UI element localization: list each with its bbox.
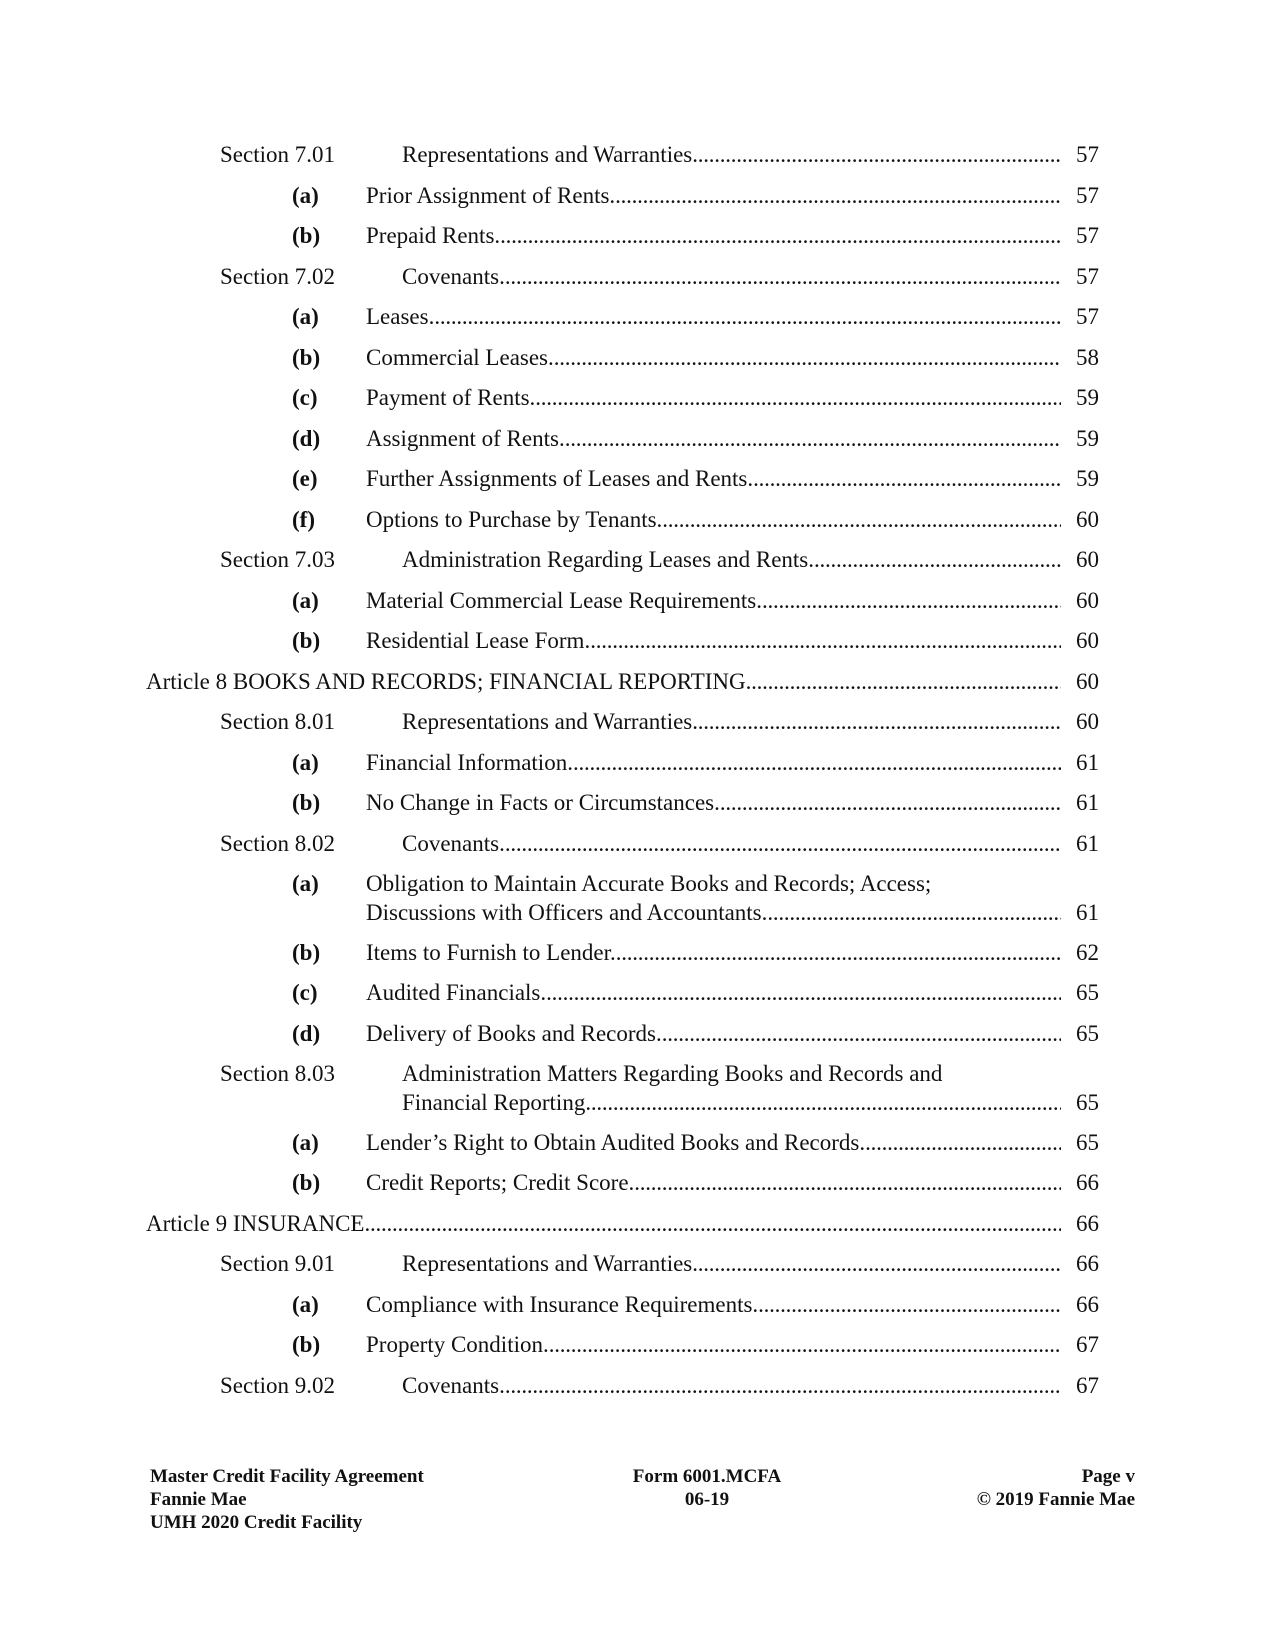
dot-leader (692, 1249, 1061, 1278)
dot-leader (634, 1168, 1061, 1197)
toc-entry-page: 67 (1076, 1332, 1099, 1357)
toc-entry-label: (a) (292, 587, 319, 613)
toc-entry-page: 65 (1076, 1020, 1099, 1046)
footer-right (977, 1465, 1135, 1511)
toc-entry-title: Prepaid Rents. (366, 223, 501, 248)
toc-entry-title-continued: Discussions with Officers and Accountants. (366, 900, 768, 925)
toc-entry-title: Delivery of Books and Records. (366, 1020, 662, 1046)
footer-form-number: Form 6001.MCFA (632, 1466, 782, 1487)
toc-entry-label: Section 9.02 (220, 1372, 335, 1398)
toc-entry-page: 65 (1076, 1090, 1099, 1115)
toc-entry-label: (b) (292, 939, 321, 965)
dot-leader (546, 978, 1061, 1007)
toc-entry-label: (b) (292, 790, 321, 815)
toc-entry-page: 62 (1076, 939, 1099, 965)
toc-entry-title: Covenants. (402, 830, 505, 856)
toc-entry-label: (c) (292, 385, 318, 410)
toc-entry-page: 66 (1076, 1170, 1099, 1195)
toc-entry-title: Property Condition. (366, 1332, 549, 1357)
toc-entry-title: Assignment of Rents. (366, 425, 565, 451)
toc-entry-page: 57 (1076, 182, 1099, 208)
toc-entry-title-continued: Financial Reporting (402, 1090, 586, 1115)
toc-entry-label: (b) (292, 223, 321, 248)
dot-leader (762, 586, 1061, 615)
toc-entry-label: (a) (292, 1291, 319, 1317)
toc-entry-title: Representations and Warranties (402, 142, 693, 167)
dot-leader (590, 626, 1061, 655)
toc-entry-title: Leases. (366, 304, 435, 329)
toc-entry-title: Covenants. (402, 1372, 505, 1398)
footer-form-date: 06-19 (684, 1489, 730, 1510)
footer-left (150, 1465, 424, 1534)
toc-entry-page: 66 (1076, 1291, 1099, 1317)
toc-entry-title: Compliance with Insurance Requirements. (366, 1291, 759, 1317)
toc-entry-title: Article 9 INSURANCE (146, 1210, 365, 1236)
toc-entry-page: 57 (1076, 223, 1099, 248)
toc-entry-label: (c) (292, 980, 318, 1005)
toc-entry-page: 57 (1076, 142, 1099, 167)
dot-leader (753, 464, 1061, 493)
toc-entry-page: 59 (1076, 466, 1099, 491)
toc-entry-label: (a) (292, 1129, 319, 1155)
toc-entry-page: 65 (1076, 1129, 1099, 1155)
toc-entry-page: 61 (1076, 830, 1099, 856)
toc-entry-title: Credit Reports; Credit Score. (366, 1170, 635, 1195)
dot-leader (662, 1019, 1061, 1048)
toc-entry-title: Further Assignments of Leases and Rents. (366, 466, 754, 491)
footer-agreement-name: Master Credit Facility Agreement (150, 1466, 424, 1487)
footer-copyright: © 2019 Fannie Mae (976, 1489, 1135, 1510)
dot-leader (565, 424, 1061, 453)
toc-entry-label: (b) (292, 344, 321, 370)
toc-entry-label: Section 8.01 (220, 709, 335, 734)
toc-entry-page: 60 (1076, 587, 1099, 613)
dot-leader (554, 343, 1061, 372)
toc-entry-page: 59 (1076, 425, 1099, 451)
dot-leader (505, 829, 1061, 858)
toc-entry-title: Options to Purchase by Tenants. (366, 506, 663, 532)
toc-entry-label: (e) (292, 466, 318, 491)
footer-page-number: Page v (1081, 1466, 1135, 1487)
toc-entry-title: Commercial Leases. (366, 344, 554, 370)
toc-entry-label: Section 8.02 (220, 830, 335, 856)
dot-leader (505, 262, 1061, 291)
toc-entry-page: 66 (1076, 1210, 1099, 1236)
toc-entry-page: 60 (1076, 709, 1099, 734)
dot-leader (549, 1330, 1061, 1359)
dot-leader (692, 707, 1061, 736)
toc-entry-title: Audited Financials. (366, 980, 547, 1005)
toc-entry-title: No Change in Facts or Circumstances. (366, 790, 720, 815)
toc-entry-title: Covenants. (402, 263, 505, 289)
toc-entry-page: 58 (1076, 344, 1099, 370)
toc-entry-label: Section 8.03 (220, 1061, 335, 1086)
toc-entry-label: (a) (292, 749, 319, 775)
dot-leader (767, 898, 1061, 927)
footer-organization: Fannie Mae (150, 1489, 247, 1510)
footer-center (592, 1465, 822, 1511)
dot-leader (500, 221, 1061, 250)
toc-entry-title: Payment of Rents. (366, 385, 536, 410)
dot-leader (720, 788, 1061, 817)
dot-leader (505, 1371, 1061, 1400)
footer-facility-name: UMH 2020 Credit Facility (150, 1512, 363, 1533)
toc-entry-title: Administration Regarding Leases and Rents. (402, 547, 815, 572)
toc-entry-title: Prior Assignment of Rents. (366, 182, 616, 208)
dot-leader (434, 302, 1061, 331)
toc-entry-page: 60 (1076, 628, 1099, 653)
toc-entry-page: 67 (1076, 1372, 1099, 1398)
toc-entry-page: 65 (1076, 980, 1099, 1005)
toc-entry-page: 66 (1076, 1251, 1099, 1276)
dot-leader (865, 1128, 1061, 1157)
toc-entry-title: Administration Matters Regarding Books and Records and (402, 1061, 943, 1086)
dot-leader (814, 545, 1061, 574)
dot-leader (573, 748, 1061, 777)
toc-entry-label: (b) (292, 1170, 321, 1195)
toc-entry-page: 61 (1076, 790, 1099, 815)
toc-entry-title: Financial Information. (366, 749, 573, 775)
toc-entry-label: (a) (292, 871, 319, 896)
toc-entry-title: Material Commercial Lease Requirements. (366, 587, 762, 613)
dot-leader (364, 1209, 1061, 1238)
toc-entry-page: 61 (1076, 749, 1099, 775)
toc-entry-title: Items to Furnish to Lender. (366, 939, 616, 965)
toc-entry-label: Section 7.03 (220, 547, 335, 572)
toc-entry-page: 60 (1076, 547, 1099, 572)
toc-entry-label: Section 7.02 (220, 263, 335, 289)
dot-leader (585, 1088, 1061, 1117)
toc-entry-label: (d) (292, 425, 321, 451)
toc-entry-page: 60 (1076, 668, 1099, 694)
toc-entry-title: Obligation to Maintain Accurate Books and Records; Access; (366, 871, 932, 896)
toc-entry-page: 57 (1076, 263, 1099, 289)
toc-entry-page: 59 (1076, 385, 1099, 410)
dot-leader (746, 667, 1061, 696)
toc-entry-title: Residential Lease Form. (366, 628, 591, 653)
toc-entry-label: (b) (292, 1332, 321, 1357)
toc-entry-title: Lender’s Right to Obtain Audited Books and Records. (366, 1129, 866, 1155)
toc-entry-title: Article 8 BOOKS AND RECORDS; FINANCIAL REPORTING (146, 668, 746, 694)
toc-entry-label: (f) (292, 506, 315, 532)
dot-leader (535, 383, 1061, 412)
toc-entry-label: (b) (292, 628, 321, 653)
dot-leader (616, 938, 1061, 967)
toc-entry-label: (d) (292, 1020, 321, 1046)
dot-leader (662, 505, 1061, 534)
dot-leader (692, 140, 1061, 169)
dot-leader (615, 181, 1061, 210)
toc-entry-label: Section 9.01 (220, 1251, 335, 1276)
toc-entry-label: (a) (292, 182, 319, 208)
toc-entry-label: Section 7.01 (220, 142, 335, 167)
toc-entry-page: 57 (1076, 304, 1099, 329)
toc-entry-label: (a) (292, 304, 319, 329)
toc-entry-page: 61 (1076, 900, 1099, 925)
toc-entry-page: 60 (1076, 506, 1099, 532)
toc-entry-title: Representations and Warranties (402, 709, 693, 734)
toc-entry-title: Representations and Warranties (402, 1251, 693, 1276)
dot-leader (758, 1290, 1061, 1319)
